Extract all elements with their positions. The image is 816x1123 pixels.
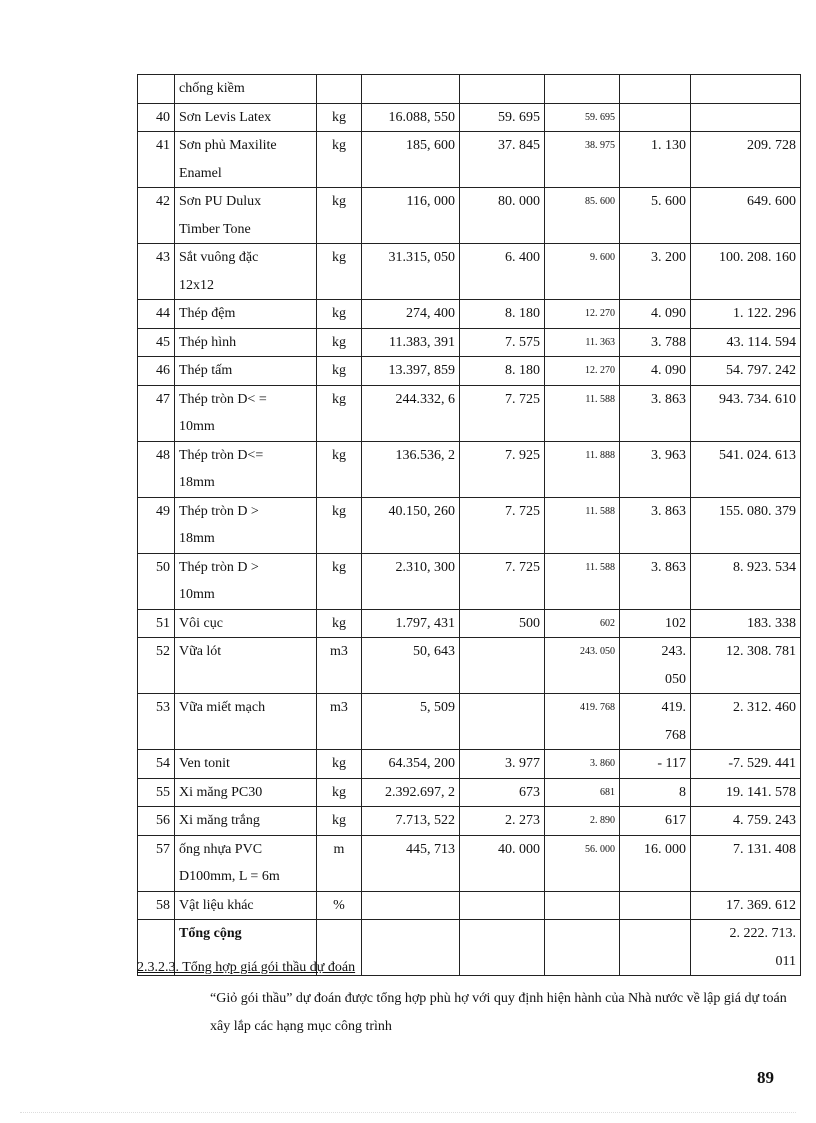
row-number-cell: 42 — [138, 188, 175, 244]
quantity-cell — [362, 920, 460, 976]
unit-price-cell: 500 — [460, 609, 545, 638]
row-number-cell: 43 — [138, 244, 175, 300]
table-row — [138, 807, 801, 836]
price-difference-cell: 3. 863 — [620, 385, 691, 441]
row-number-cell: 48 — [138, 441, 175, 497]
material-name-cell — [175, 132, 317, 188]
unit-price-cell: 673 — [460, 778, 545, 807]
quantity-cell: 2.392.697, 2 — [362, 778, 460, 807]
new-price-cell: 419. 768 — [545, 694, 620, 750]
table-row — [138, 132, 801, 188]
unit-price-cell: 7. 925 — [460, 441, 545, 497]
row-number-cell: 46 — [138, 357, 175, 386]
unit-price-cell — [460, 638, 545, 694]
material-name-cell — [175, 807, 317, 836]
price-difference-cell — [620, 638, 691, 694]
new-price-cell: 12. 270 — [545, 300, 620, 329]
price-difference-cell: 3. 863 — [620, 553, 691, 609]
unit-price-cell: 8. 180 — [460, 357, 545, 386]
unit-cell: kg — [317, 441, 362, 497]
unit-price-cell: 6. 400 — [460, 244, 545, 300]
total-cell: 649. 600 — [691, 188, 801, 244]
new-price-cell — [545, 891, 620, 920]
cell-line: Vôi cục — [179, 615, 223, 631]
cell-line: Sắt vuông đặc — [179, 250, 259, 265]
cell-line: Thép tròn D > — [179, 503, 259, 519]
unit-cell: kg — [317, 807, 362, 836]
cell-line: 011 — [775, 953, 796, 969]
price-difference-cell: 5. 600 — [620, 188, 691, 244]
new-price-cell: 59. 695 — [545, 103, 620, 132]
material-name-cell — [175, 694, 317, 750]
unit-cell: kg — [317, 300, 362, 329]
table-row — [138, 638, 801, 694]
unit-price-cell: 59. 695 — [460, 103, 545, 132]
cell-line: 10mm — [179, 419, 215, 434]
cell-line: D100mm, L = 6m — [179, 869, 280, 884]
cell-line: Enamel — [179, 165, 222, 181]
total-cell: 2. 312. 460 — [691, 694, 801, 750]
material-name-cell — [175, 188, 317, 244]
cell-line: Thép tròn D< = — [179, 391, 267, 407]
unit-cell: kg — [317, 103, 362, 132]
price-difference-cell: 4. 090 — [620, 300, 691, 329]
quantity-cell: 5, 509 — [362, 694, 460, 750]
price-difference-cell: 1. 130 — [620, 132, 691, 188]
cell-line: 18mm — [179, 531, 215, 546]
quantity-cell: 1.797, 431 — [362, 609, 460, 638]
new-price-cell: 243. 050 — [545, 638, 620, 694]
material-name-cell — [175, 891, 317, 920]
cell-line: Ven tonit — [179, 756, 230, 771]
cell-line: Xi măng PC30 — [179, 784, 263, 800]
unit-price-cell: 2. 273 — [460, 807, 545, 836]
total-cell — [691, 920, 801, 976]
row-number-cell — [138, 75, 175, 104]
unit-cell: kg — [317, 553, 362, 609]
total-cell: 43. 114. 594 — [691, 328, 801, 357]
material-name-cell — [175, 357, 317, 386]
row-number-cell: 49 — [138, 497, 175, 553]
price-difference-cell — [620, 75, 691, 104]
cell-line: Sơn PU Dulux — [179, 194, 262, 209]
quantity-cell: 274, 400 — [362, 300, 460, 329]
footer-divider — [20, 1112, 796, 1113]
unit-price-cell: 7. 725 — [460, 497, 545, 553]
materials-price-table — [137, 74, 801, 976]
price-difference-cell — [620, 920, 691, 976]
material-name-cell — [175, 609, 317, 638]
total-cell: 7. 131. 408 — [691, 835, 801, 891]
new-price-cell: 56. 000 — [545, 835, 620, 891]
table-row — [138, 835, 801, 891]
quantity-cell: 116, 000 — [362, 188, 460, 244]
row-number-cell: 45 — [138, 328, 175, 357]
material-name-cell — [175, 750, 317, 779]
unit-cell: kg — [317, 778, 362, 807]
unit-price-cell — [460, 75, 545, 104]
quantity-cell: 2.310, 300 — [362, 553, 460, 609]
material-name-cell — [175, 103, 317, 132]
table-row — [138, 694, 801, 750]
unit-cell: m3 — [317, 694, 362, 750]
row-number-cell: 56 — [138, 807, 175, 836]
material-name-cell — [175, 778, 317, 807]
unit-price-cell: 37. 845 — [460, 132, 545, 188]
table-row — [138, 497, 801, 553]
cell-line: 768 — [665, 727, 686, 743]
total-cell — [691, 75, 801, 104]
unit-cell: kg — [317, 497, 362, 553]
row-number-cell: 51 — [138, 609, 175, 638]
row-number-cell: 57 — [138, 835, 175, 891]
unit-cell: kg — [317, 244, 362, 300]
quantity-cell: 11.383, 391 — [362, 328, 460, 357]
quantity-cell: 16.088, 550 — [362, 103, 460, 132]
unit-price-cell: 80. 000 — [460, 188, 545, 244]
table-row — [138, 750, 801, 779]
table-row — [138, 385, 801, 441]
total-cell: 12. 308. 781 — [691, 638, 801, 694]
cell-line: 18mm — [179, 475, 215, 490]
material-name-cell — [175, 441, 317, 497]
quantity-cell: 31.315, 050 — [362, 244, 460, 300]
price-difference-cell — [620, 103, 691, 132]
material-name-cell — [175, 75, 317, 104]
total-cell: 54. 797. 242 — [691, 357, 801, 386]
row-number-cell: 44 — [138, 300, 175, 329]
total-cell: 209. 728 — [691, 132, 801, 188]
quantity-cell: 7.713, 522 — [362, 807, 460, 836]
cell-line: chống kiềm — [179, 81, 245, 96]
cell-line: Thép tròn D > — [179, 559, 259, 575]
new-price-cell: 9. 600 — [545, 244, 620, 300]
row-number-cell: 54 — [138, 750, 175, 779]
cell-line: Vữa miết mạch — [179, 700, 266, 715]
quantity-cell: 445, 713 — [362, 835, 460, 891]
table-row — [138, 328, 801, 357]
unit-price-cell: 8. 180 — [460, 300, 545, 329]
row-number-cell: 50 — [138, 553, 175, 609]
new-price-cell: 11. 888 — [545, 441, 620, 497]
quantity-cell — [362, 75, 460, 104]
total-cell: 8. 923. 534 — [691, 553, 801, 609]
unit-price-cell — [460, 694, 545, 750]
row-number-cell: 41 — [138, 132, 175, 188]
total-cell: 100. 208. 160 — [691, 244, 801, 300]
row-number-cell: 55 — [138, 778, 175, 807]
new-price-cell — [545, 920, 620, 976]
cell-line: Thép tấm — [179, 363, 233, 378]
table-row — [138, 75, 801, 104]
unit-cell: % — [317, 891, 362, 920]
quantity-cell: 40.150, 260 — [362, 497, 460, 553]
new-price-cell — [545, 75, 620, 104]
new-price-cell: 11. 588 — [545, 385, 620, 441]
cell-line: Vật liệu khác — [179, 897, 254, 913]
new-price-cell: 3. 860 — [545, 750, 620, 779]
unit-cell: m — [317, 835, 362, 891]
unit-price-cell: 7. 725 — [460, 553, 545, 609]
material-name-cell — [175, 835, 317, 891]
unit-price-cell: 7. 575 — [460, 328, 545, 357]
total-cell: 183. 338 — [691, 609, 801, 638]
price-difference-cell: 8 — [620, 778, 691, 807]
unit-price-cell — [460, 920, 545, 976]
row-number-cell: 52 — [138, 638, 175, 694]
material-name-cell — [175, 244, 317, 300]
cell-line: 243. — [661, 644, 686, 659]
price-difference-cell: 102 — [620, 609, 691, 638]
row-number-cell: 40 — [138, 103, 175, 132]
table-row — [138, 188, 801, 244]
price-difference-cell: 617 — [620, 807, 691, 836]
price-difference-cell: 3. 863 — [620, 497, 691, 553]
page-number: 89 — [757, 1068, 774, 1087]
unit-price-cell: 3. 977 — [460, 750, 545, 779]
total-cell: 155. 080. 379 — [691, 497, 801, 553]
unit-cell: kg — [317, 609, 362, 638]
quantity-cell — [362, 891, 460, 920]
total-cell: 19. 141. 578 — [691, 778, 801, 807]
cell-line: Thép tròn D<= — [179, 447, 264, 463]
total-cell: 17. 369. 612 — [691, 891, 801, 920]
unit-cell: kg — [317, 188, 362, 244]
cell-line: Xi măng trắng — [179, 813, 260, 828]
new-price-cell: 681 — [545, 778, 620, 807]
cell-line: 10mm — [179, 587, 215, 602]
quantity-cell: 244.332, 6 — [362, 385, 460, 441]
unit-cell: kg — [317, 132, 362, 188]
quantity-cell: 50, 643 — [362, 638, 460, 694]
price-difference-cell: - 117 — [620, 750, 691, 779]
new-price-cell: 12. 270 — [545, 357, 620, 386]
table-row — [138, 891, 801, 920]
cell-line: 419. — [661, 700, 686, 715]
new-price-cell: 11. 588 — [545, 553, 620, 609]
quantity-cell: 64.354, 200 — [362, 750, 460, 779]
total-cell: 943. 734. 610 — [691, 385, 801, 441]
cell-line: Tổng cộng — [179, 926, 242, 941]
price-difference-cell: 16. 000 — [620, 835, 691, 891]
total-cell: 1. 122. 296 — [691, 300, 801, 329]
unit-price-cell: 7. 725 — [460, 385, 545, 441]
price-difference-cell — [620, 891, 691, 920]
new-price-cell: 11. 363 — [545, 328, 620, 357]
material-name-cell — [175, 553, 317, 609]
quantity-cell: 185, 600 — [362, 132, 460, 188]
price-difference-cell — [620, 694, 691, 750]
cell-line: Timber Tone — [179, 221, 251, 237]
material-name-cell — [175, 300, 317, 329]
cell-line: ống nhựa PVC — [179, 841, 263, 857]
unit-cell: m3 — [317, 638, 362, 694]
table-row — [138, 103, 801, 132]
section-heading: 2.3.2.3. Tổng hợp giá gói thầu dự đoán — [137, 960, 356, 975]
unit-cell: kg — [317, 357, 362, 386]
new-price-cell: 11. 588 — [545, 497, 620, 553]
cell-line: Thép đệm — [179, 306, 236, 321]
price-difference-cell: 3. 788 — [620, 328, 691, 357]
cell-line: 12x12 — [179, 277, 214, 293]
material-name-cell — [175, 328, 317, 357]
price-difference-cell: 3. 200 — [620, 244, 691, 300]
material-name-cell — [175, 638, 317, 694]
new-price-cell: 38. 975 — [545, 132, 620, 188]
row-number-cell: 53 — [138, 694, 175, 750]
material-name-cell — [175, 497, 317, 553]
price-difference-cell: 3. 963 — [620, 441, 691, 497]
unit-price-cell — [460, 891, 545, 920]
table-row — [138, 441, 801, 497]
table-row — [138, 553, 801, 609]
cell-line: 2. 222. 713. — [729, 926, 796, 941]
body-paragraph: “Giỏ gói thầu” dự đoán được tổng hợp phù hợ với quy định hiện hành của Nhà nước về lập giá dự toán xây lắp các hạng mục công trình — [210, 991, 787, 1034]
total-cell — [691, 103, 801, 132]
table-row — [138, 244, 801, 300]
quantity-cell: 13.397, 859 — [362, 357, 460, 386]
quantity-cell: 136.536, 2 — [362, 441, 460, 497]
row-number-cell: 58 — [138, 891, 175, 920]
table-row — [138, 609, 801, 638]
cell-line: Thép hình — [179, 334, 237, 350]
table-row — [138, 778, 801, 807]
cell-line: Sơn phủ Maxilite — [179, 138, 277, 153]
new-price-cell: 602 — [545, 609, 620, 638]
cell-line: 050 — [665, 671, 686, 687]
cell-line: Vữa lót — [179, 644, 222, 659]
total-cell: 541. 024. 613 — [691, 441, 801, 497]
cell-line: Sơn Levis Latex — [179, 109, 272, 125]
row-number-cell: 47 — [138, 385, 175, 441]
table-body — [138, 75, 801, 976]
price-difference-cell: 4. 090 — [620, 357, 691, 386]
unit-price-cell: 40. 000 — [460, 835, 545, 891]
material-name-cell — [175, 385, 317, 441]
unit-cell: kg — [317, 750, 362, 779]
unit-cell — [317, 75, 362, 104]
total-cell: 4. 759. 243 — [691, 807, 801, 836]
new-price-cell: 85. 600 — [545, 188, 620, 244]
unit-cell: kg — [317, 385, 362, 441]
total-cell: -7. 529. 441 — [691, 750, 801, 779]
unit-cell: kg — [317, 328, 362, 357]
table-row — [138, 300, 801, 329]
new-price-cell: 2. 890 — [545, 807, 620, 836]
table-row — [138, 357, 801, 386]
